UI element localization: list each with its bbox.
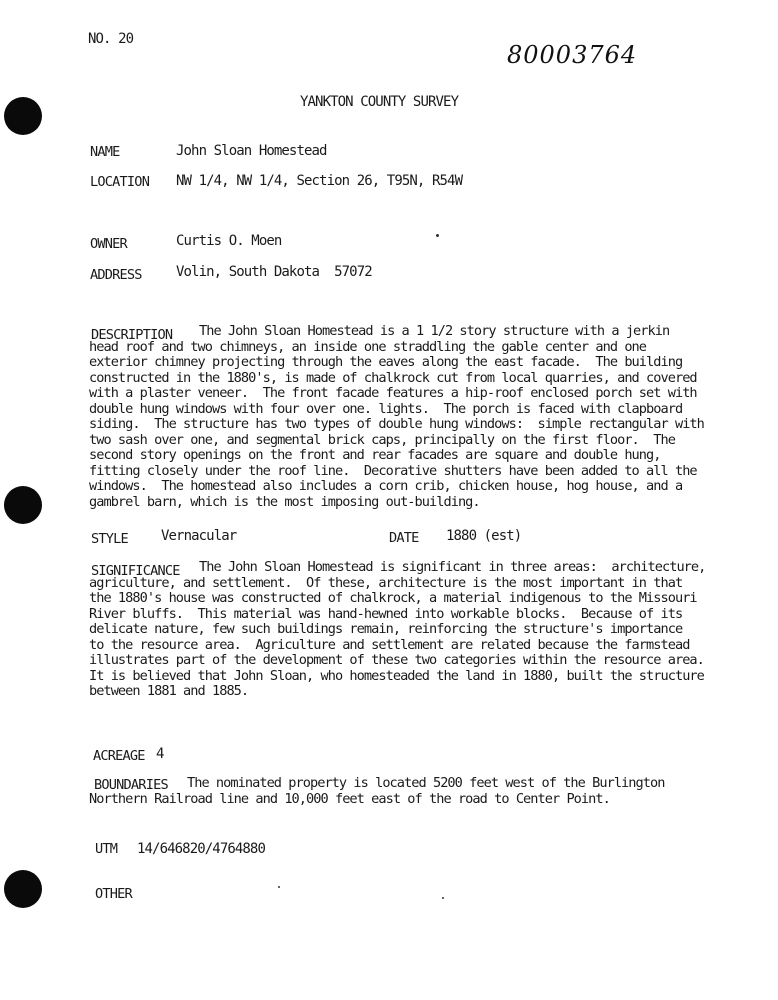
punch-hole-top	[4, 97, 42, 135]
description-body	[89, 324, 759, 510]
date-label: DATE	[389, 530, 419, 546]
description-line: gambrel barn, which is the most imposing out-building.	[89, 493, 480, 510]
survey-title: YANKTON COUNTY SURVEY	[300, 94, 459, 110]
description-line: constructed in the 1880's, is made of chalkrock cut from local quarries, and covered	[89, 369, 697, 386]
description-line: fitting closely under the roof line. Decorative shutters have been added to all the	[89, 462, 697, 479]
description-line: with a plaster veneer. The front facade features a hip-roof enclosed porch set with	[89, 385, 697, 401]
acreage-value: 4	[156, 746, 164, 762]
significance-line: It is believed that John Sloan, who homesteaded the land in 1880, built the structure	[89, 667, 704, 684]
date-value: 1880 (est)	[446, 528, 522, 544]
description-line: windows. The homestead also includes a corn crib, chicken house, hog house, and a	[89, 478, 683, 494]
description-line: head roof and two chimneys, an inside one straddling the gable center and one	[89, 338, 647, 355]
description-line: The John Sloan Homestead is a 1 1/2 story structure with a jerkin	[199, 323, 670, 339]
boundaries-line: The nominated property is located 5200 feet west of the Burlington	[187, 775, 665, 791]
name-label: NAME	[90, 144, 120, 160]
description-label: DESCRIPTION	[91, 327, 173, 343]
significance-line: River bluffs. This material was hand-hewned into workable blocks. Because of its	[89, 605, 683, 622]
description-line: two sash over one, and segmental brick caps, principally on the first floor. The	[89, 431, 675, 448]
significance-line: between 1881 and 1885.	[89, 683, 249, 699]
boundaries-body	[89, 776, 759, 807]
style-value: Vernacular	[161, 528, 237, 544]
significance-line: illustrates part of the development of these two categories within the resource area.	[89, 652, 704, 668]
boundaries-label: BOUNDARIES	[94, 777, 168, 793]
speck	[442, 897, 444, 899]
punch-hole-bottom	[4, 870, 42, 908]
significance-line: to the resource area. Agriculture and settlement are related because the farmstead	[89, 636, 690, 653]
address-value: Volin, South Dakota 57072	[176, 264, 372, 280]
style-label: STYLE	[91, 531, 128, 547]
description-line: double hung windows with four over one. lights. The porch is faced with clapboard	[89, 400, 683, 417]
handwritten-reference-number: 80003764	[507, 41, 638, 69]
location-label: LOCATION	[90, 174, 150, 190]
punch-hole-middle	[4, 486, 42, 524]
name-value: John Sloan Homestead	[176, 143, 327, 159]
owner-label: OWNER	[90, 236, 127, 252]
significance-body	[89, 560, 759, 700]
utm-value: 14/646820/4764880	[137, 841, 265, 857]
utm-label: UTM	[95, 841, 118, 857]
significance-line: the 1880's house was constructed of chalkrock, a material indigenous to the Missouri	[89, 590, 697, 606]
boundaries-line: Northern Railroad line and 10,000 feet east of the road to Center Point.	[89, 790, 610, 807]
description-line: siding. The structure has two types of double hung windows: simple rectangular with	[89, 416, 704, 432]
owner-value: Curtis O. Moen	[176, 233, 282, 249]
other-label: OTHER	[95, 886, 132, 902]
acreage-label: ACREAGE	[93, 748, 145, 764]
doc-number: NO. 20	[88, 31, 134, 47]
description-line: exterior chimney projecting through the eaves along the east facade. The building	[89, 354, 683, 370]
address-label: ADDRESS	[90, 267, 142, 283]
speck	[436, 234, 439, 237]
significance-line: agriculture, and settlement. Of these, architecture is the most important in that	[89, 574, 683, 591]
significance-label: SIGNIFICANCE	[91, 563, 180, 579]
description-line: second story openings on the front and rear facades are square and double hung,	[89, 447, 661, 463]
speck	[278, 886, 280, 888]
significance-line: The John Sloan Homestead is significant in three areas: architecture,	[199, 559, 706, 575]
location-value: NW 1/4, NW 1/4, Section 26, T95N, R54W	[176, 173, 463, 189]
significance-line: delicate nature, few such buildings remain, reinforcing the structure's importance	[89, 621, 683, 637]
